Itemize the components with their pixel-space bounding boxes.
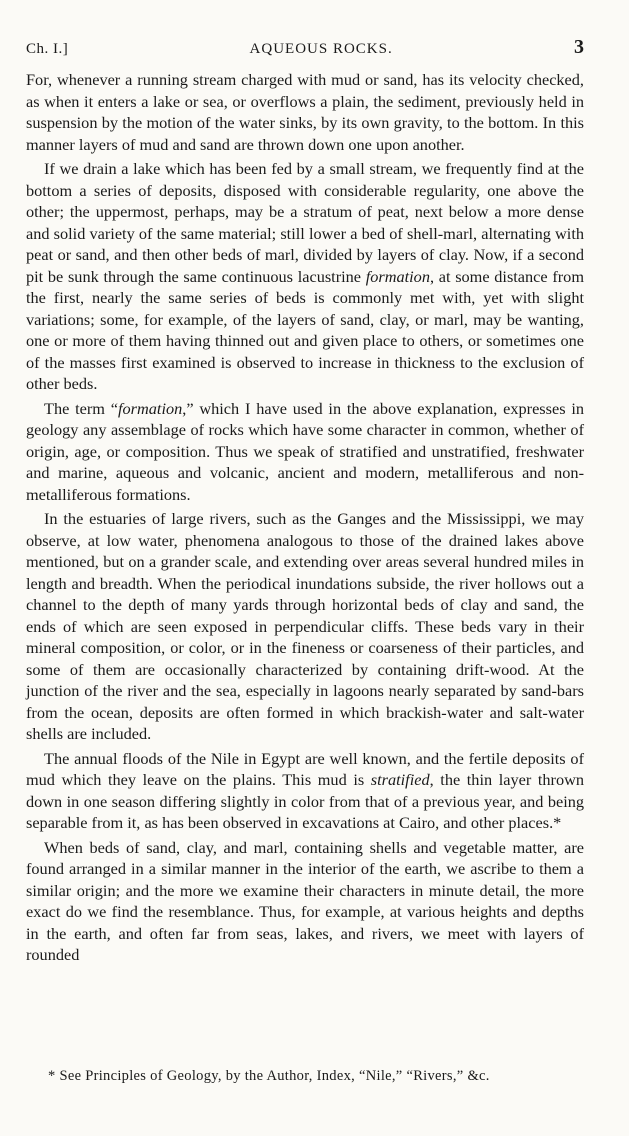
body-text xyxy=(26,69,584,966)
paragraph-6: When beds of sand, clay, and marl, containing shells and vegetable matter, are found arranged in a similar manner in the interior of the earth, we ascribe to them a similar origin; and the more we examine their characters in minute detail, the more exact do we find the resemblance. Thus, for example, at various heights and depths in the earth, and often far from seas, lakes, and rivers, we meet with layers of rounded xyxy=(26,837,584,964)
running-title: AQUEOUS ROCKS. xyxy=(249,41,393,57)
page-number: 3 xyxy=(574,36,584,58)
paragraph-4: In the estuaries of large rivers, such as the Ganges and the Mississippi, we may observe, at low water, phenomena analogous to those of the drained lakes above mentioned, but on a grander scale, and extending over areas several hundred miles in length and breadth. When the periodical inundations subside, the river hollows out a channel to the depth of many yards through horizontal beds of clay and sand, the ends of which are seen exposed in perpendicular cliffs. These beds vary in their mineral composition, or color, or in the fineness or coarseness of their particles, and some of them are occasionally characterized by containing drift-wood. At the junction of the river and the sea, especially in lagoons nearly separated by sand-bars from the ocean, deposits are often formed in which brackish-water and salt-water shells are included. xyxy=(26,509,584,743)
paragraph-3: The term “formation,” which I have used in the above explanation, expresses in geology any assemblage of rocks which have some character in common, whether of origin, age, or composition. Thus we speak of stratified and unstratified, freshwater and marine, aqueous and volcanic, ancient and modern, metalliferous and non-metalliferous formations. xyxy=(26,398,585,504)
paragraph-5: The annual floods of the Nile in Egypt are well known, and the fertile deposits of mud which they leave on the plains. This mud is stratified, the thin layer thrown down in one season differing slightly in color from that of a previous year, and being separable from it, as has been observed in excavations at Cairo, and other places.* xyxy=(26,748,584,832)
chapter-reference: Ch. I.] xyxy=(26,41,69,57)
running-header xyxy=(26,36,584,59)
page xyxy=(26,36,584,969)
footnote: * See Principles of Geology, by the Author, Index, “Nile,” “Rivers,” &c. xyxy=(48,1068,490,1084)
paragraph-2: If we drain a lake which has been fed by a small stream, we frequently find at the bottom a series of deposits, disposed with considerable regularity, one above the other; the uppermost, perhaps, may be a stratum of peat, next below a more dense and solid variety of the same material; still lower a bed of shell-marl, alternating with peat or sand, and then other beds of marl, divided by layers of clay. Now, if a second pit be sunk through the same continuous lacustrine formation, at some distance from the first, nearly the same series of beds is commonly met with, yet with slight variations; some, for example, of the layers of sand, clay, or marl, may be wanting, one or more of them having thinned out and given place to others, or sometimes one of the masses first examined is observed to increase in thickness to the exclusion of other beds. xyxy=(26,159,584,393)
paragraph-1: For, whenever a running stream charged with mud or sand, has its velocity checked, as when it enters a lake or sea, or overflows a plain, the sediment, previously held in suspension by the motion of the water sinks, by its own gravity, to the bottom. In this manner layers of mud and sand are thrown down one upon another. xyxy=(26,70,584,154)
